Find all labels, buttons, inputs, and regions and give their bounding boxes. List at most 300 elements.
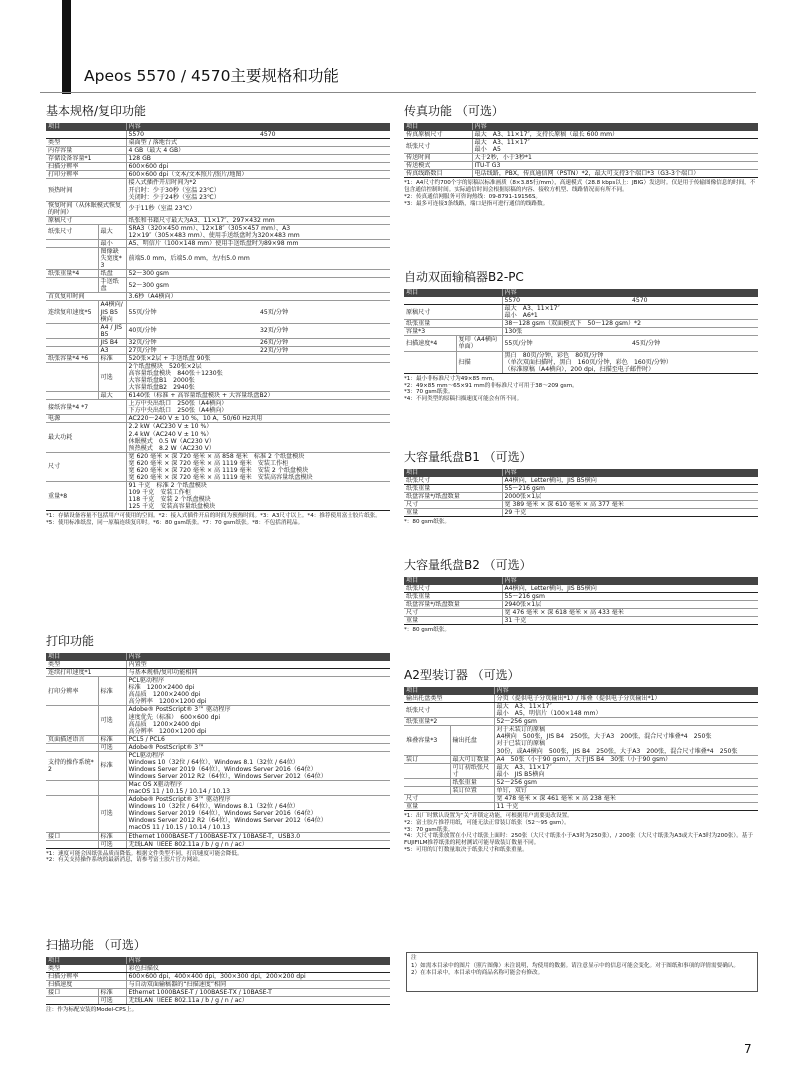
table-row (46, 840, 390, 848)
row-label: 纸张重量 (404, 485, 502, 493)
row-label: 类型 (46, 965, 126, 973)
row-value: 32页/分钟 (126, 338, 258, 346)
row-value: 4 GB（最大 4 GB） (126, 147, 390, 155)
row-sublabel: 扫描 (456, 351, 502, 373)
row-value: 91 千克 标准 2 个纸盘模块 109 千克 安装工作柜 118 千克 安装 2 个纸盘模块 125 千克 安装高容量纸盘模块 (126, 481, 390, 510)
table-row (46, 201, 390, 216)
row-value-alt: 4570 (258, 131, 390, 139)
row-value: 55页/分钟 (126, 301, 258, 323)
row-value: 最大 A3、11×17″ 最小 JIS B5横向 (494, 763, 758, 778)
table-row (46, 216, 390, 224)
table-row (404, 695, 758, 703)
table-row (46, 669, 390, 677)
row-value: 黑白 80页/分钟，彩色 80页/分钟 （单次双面扫描时，黑白 160页/分钟，彩色 160页/分钟） （标准原稿（A4横向），200 dpi，扫描至电子邮件时） (502, 351, 758, 373)
row-label: 纸盘容量*/纸盘数量 (404, 493, 502, 501)
table-row (46, 293, 390, 301)
row-label (46, 392, 98, 400)
row-value: 2000张×1层 (502, 493, 758, 501)
table-row (46, 661, 390, 669)
row-label: 容量*3 (404, 328, 502, 336)
footnote: *1：A4尺寸约700个字的原稿以标准画质（8×3.85行/mm），高速模式（28.8 kbps以上：JBIG）发送时。仅是用于传输图像信息的时间，不包含通信控制时间。实际通信时间会根据原稿的内容、接收方机型、线路情况而有所不同。 *2：传真通信网服务可咨询热线：09-8791-19156S。 *3：最多可连接3条线路，端口是指可进行通信的线路数。 (404, 180, 756, 207)
row-value: 宽 476 毫米 × 深 618 毫米 × 高 433 毫米 (502, 609, 758, 617)
row-label: 重量 (404, 509, 502, 517)
row-label: 接口 (46, 832, 98, 840)
row-value: 55页/分钟 (502, 336, 630, 351)
row-value: 最大 A3、11×17″ 最小 A5，明信片（100×148 mm） (494, 703, 758, 718)
row-label: 纸盘容量*/纸盘数量 (404, 601, 502, 609)
table-row (404, 687, 758, 695)
row-sublabel: 纸盘 (98, 270, 126, 278)
row-value: A5、明信片（100×148 mm）使用手送纸盘时为89×98 mm (126, 239, 390, 247)
section-print (46, 632, 390, 864)
row-label: 打印分辨率 (46, 677, 98, 706)
row-label: 纸张尺寸 (404, 477, 502, 485)
table-row (46, 224, 390, 239)
spec-table (404, 289, 758, 374)
table-row (404, 493, 758, 501)
row-value: 内容 (472, 123, 758, 131)
spec-table (46, 123, 390, 511)
row-value: 52～256 gsm (494, 718, 758, 726)
row-sublabel: 最小 (98, 239, 126, 247)
row-sublabel: JIS B4 (98, 338, 126, 346)
footnote: *1：速度可能会因纸张品质而降低。根据文件类型不同，打印速度可能会降低。 *2：有关支持操作系统的最新消息，请参考富士胶片官方网站。 (46, 850, 243, 864)
row-sublabel: 可选 (98, 362, 126, 391)
row-label: 纸张重量*2 (404, 718, 494, 726)
table-row (46, 270, 390, 278)
row-value: 2个纸盘模块 520张×2层 高容量纸盘模块 840张＋1230张 大容量纸盘B1 2000张 大容量纸盘B2 2940张 (126, 362, 390, 391)
table-row (404, 154, 758, 162)
row-label: 接口 (46, 989, 98, 997)
row-sublabel: 装订位置 (450, 786, 494, 794)
row-sublabel: 复印（A4横向单面） (456, 336, 502, 351)
row-value: PCL驱动程序 Windows 10（32位 / 64位），Windows 8.1（32位 / 64位） Windows Server 2019（64位），Windows Server 2016（64位） Windows Server 2012 R2（64位），Windows Server 2012（64位） (126, 751, 390, 780)
section-heading: 传真功能 （可选） (404, 104, 504, 118)
row-label (46, 248, 98, 270)
row-value: 内容 (126, 957, 390, 965)
table-row (46, 965, 390, 973)
table-row (404, 170, 758, 178)
row-label (404, 351, 456, 373)
row-label: 纸张重量 (404, 320, 502, 328)
table-row (46, 392, 390, 400)
section-heading: 打印功能 (46, 634, 95, 648)
table-row (46, 415, 390, 423)
table-row (46, 248, 390, 270)
row-sublabel: 标准 (98, 677, 126, 706)
footnote: *1：存储设备容量不包括用户可使用的空间。*2：接入式插件开启的时间为预热时间。*3：A3尺寸以上。*4：推荐使用富士胶片纸张。*5：使用标准纸盘，同一原稿连续复印时。*6：80 gsm纸张。*7：70 gsm纸张。*8：不包括消耗品。 (46, 513, 381, 526)
row-value: 6140张（标准 + 高容量纸盘模块 + 大容量纸盘B2） (126, 392, 390, 400)
row-label: 重量*8 (46, 481, 126, 510)
row-label (46, 278, 98, 293)
row-sublabel: 可选 (98, 997, 126, 1005)
notice-box: 注 1）如需本目录中的图片（照片图像）未注说明，均使用的数据。请注意显示中的信息可能会变化。对于图纸和事项的详情需要确认。 2）在本目录中，本目录中的商品名称可能会有修改。 (406, 952, 758, 992)
row-value: A4横向，Letter横向，JIS B5横向 (502, 585, 758, 593)
table-row (46, 735, 390, 743)
table-row (46, 997, 390, 1005)
table-row (46, 677, 390, 706)
row-value: Ethernet 1000BASE-T / 100BASE-TX / 10BASE-T，USB3.0 (126, 832, 390, 840)
row-label: 项目 (404, 577, 502, 585)
spec-table (404, 469, 758, 517)
row-value-alt: 22页/分钟 (258, 346, 390, 354)
row-label (46, 706, 98, 735)
row-sublabel: 标准 (98, 735, 126, 743)
row-value: A4 50张（小于90 gsm），大于JIS B4 30张（小于90 gsm） (494, 755, 758, 763)
table-row (46, 278, 390, 293)
row-value: 55～216 gsm (502, 485, 758, 493)
row-value: 内容 (126, 123, 390, 131)
row-value: 对于未装订的原稿 A4横向 500张，JIS B4 250张，大于A3 200张，混合尺寸堆叠*4 250张 对于已装订的原稿 30份，或A4横向 500张，JIS B4 250张，大于A3 200张，混合尺寸堆叠*4 250张 (494, 726, 758, 755)
table-row (404, 485, 758, 493)
row-value: 无线LAN（IEEE 802.11a / b / g / n / ac） (126, 840, 390, 848)
row-value: 2940张×1层 (502, 601, 758, 609)
section-heading: 基本规格/复印功能 (46, 104, 147, 118)
row-label: 纸张容量*4 *6 (46, 354, 98, 362)
row-label (404, 786, 450, 794)
row-sublabel: 可选 (98, 743, 126, 751)
row-value: 内置型 (126, 661, 390, 669)
table-row (46, 301, 390, 323)
row-value-alt: 45页/分钟 (258, 301, 390, 323)
row-label (46, 840, 98, 848)
row-value: 前端5.0 mm，后端5.0 mm，左/右5.0 mm (126, 248, 390, 270)
table-row (404, 509, 758, 517)
row-value: 内容 (502, 469, 758, 477)
footnote: *：80 gsm纸张。 (404, 627, 450, 634)
row-label: 尺寸 (404, 501, 502, 509)
table-row (404, 305, 758, 320)
row-sublabel: 标准 (98, 989, 126, 997)
table-row (404, 162, 758, 170)
table-row (404, 477, 758, 485)
table-row (46, 139, 390, 147)
row-label: 纸张尺寸 (404, 703, 494, 718)
table-row (404, 131, 758, 139)
table-row (404, 778, 758, 786)
row-value: PCL5 / PCL6 (126, 735, 390, 743)
row-value: 最大 A3、11×17″ 最小 A6*1 (502, 305, 758, 320)
row-value: 内容 (502, 577, 758, 585)
section-heading: 扫描功能 （可选） (46, 938, 146, 952)
table-row (46, 354, 390, 362)
table-row (404, 501, 758, 509)
row-value: 5570 (126, 131, 258, 139)
row-value: 38～128 gsm（双面模式下 50～128 gsm）*2 (502, 320, 758, 328)
table-row (404, 139, 758, 154)
page-number: 7 (744, 1042, 752, 1056)
table-row (404, 320, 758, 328)
row-label: 纸张尺寸 (404, 585, 502, 593)
table-row (404, 726, 758, 755)
row-label: 类型 (46, 139, 126, 147)
row-label (46, 997, 98, 1005)
row-value-alt: 45页/分钟 (630, 336, 758, 351)
row-label: 项目 (46, 653, 126, 661)
section-heading: 大容量纸盘B2 （可选） (404, 558, 532, 572)
table-row (46, 981, 390, 989)
row-label (46, 796, 98, 832)
row-value: 600×600 dpi（文本/文本照片/照片/地图） (126, 171, 390, 179)
table-row (46, 323, 390, 338)
row-label: 原稿尺寸 (404, 305, 502, 320)
row-label: 支持的操作系统*2 (46, 751, 98, 780)
row-label: 项目 (46, 957, 126, 965)
row-value: 600×600 dpi (126, 163, 390, 171)
table-row (46, 706, 390, 735)
row-label: 尺寸 (46, 452, 126, 481)
row-sublabel: 可选 (98, 840, 126, 848)
row-label: 输出托盘类型 (404, 695, 494, 703)
row-sublabel: 纸张重量 (450, 778, 494, 786)
row-value: 桌面型 / 落地台式 (126, 139, 390, 147)
row-value-alt: 4570 (630, 297, 758, 305)
table-row (404, 336, 758, 351)
row-value: 52～256 gsm (494, 778, 758, 786)
row-value: A4横向，Letter横向，JIS B5横向 (502, 477, 758, 485)
row-label: 类型 (46, 661, 126, 669)
row-sublabel: 标准 (98, 832, 126, 840)
row-label: 堆叠容量*3 (404, 726, 450, 755)
row-value: 3.6秒（A4横向） (126, 293, 390, 301)
row-value: 52～300 gsm (126, 278, 390, 293)
row-label: 预热时间 (46, 179, 126, 201)
row-label: 纸张尺寸 (46, 224, 98, 239)
row-value: Mac OS X驱动程序 macOS 11 / 10.15 / 10.14 / 10.13 (126, 781, 390, 796)
table-row (46, 957, 390, 965)
footnote: 注：作为标配安装的Model-CPS上。 (46, 1007, 138, 1014)
spec-table (404, 687, 758, 811)
row-sublabel: 输出托盘 (450, 726, 494, 755)
table-row (46, 781, 390, 796)
row-label (46, 131, 126, 139)
row-label: 传真原稿尺寸 (404, 131, 472, 139)
row-value-alt: 32页/分钟 (258, 323, 390, 338)
row-label: 尺寸 (404, 609, 502, 617)
row-label: 恢复时间（从休眠模式恢复的时间） (46, 201, 126, 216)
section-hcf-b2 (404, 556, 758, 634)
section-heading: 大容量纸盘B1 （可选） (404, 450, 532, 464)
row-sublabel (98, 781, 126, 796)
row-value: 无线LAN（IEEE 802.11a / b / g / n / ac） (126, 997, 390, 1005)
row-label: 接纸容量*4 *7 (46, 400, 126, 415)
row-label: 电源 (46, 415, 126, 423)
table-row (46, 423, 390, 452)
row-label: 最大功耗 (46, 423, 126, 452)
table-row (46, 832, 390, 840)
row-value: 宽 389 毫米 × 深 610 毫米 × 高 377 毫米 (502, 501, 758, 509)
row-label (46, 346, 98, 354)
section-finisher (404, 666, 758, 854)
title-rule (40, 92, 756, 93)
row-value: 52～300 gsm (126, 270, 390, 278)
row-label: 原稿尺寸 (46, 216, 126, 224)
row-sublabel: 最大可订数量 (450, 755, 494, 763)
row-label: 项目 (46, 123, 126, 131)
row-value: 内容 (494, 687, 758, 695)
table-row (404, 123, 758, 131)
row-label: 内存容量 (46, 147, 126, 155)
row-value: 11 千克 (494, 802, 758, 810)
row-value: 55～216 gsm (502, 593, 758, 601)
row-value: 最大 A3、11×17″，支持长原稿（最长 600 mm） (472, 131, 758, 139)
row-value: 128 GB (126, 155, 390, 163)
row-value: 单钉，双钉 (494, 786, 758, 794)
table-row (404, 469, 758, 477)
spec-table (46, 653, 390, 849)
row-sublabel: 图像缺失宽度*3 (98, 248, 126, 270)
row-sublabel: 手送纸盘 (98, 278, 126, 293)
table-row (404, 703, 758, 718)
row-label (46, 338, 98, 346)
row-sublabel: 可选 (98, 796, 126, 832)
row-label: 重量 (404, 617, 502, 625)
row-value: PCL驱动程序 标准 1200×2400 dpi 高品质 1200×2400 dpi 高分辨率 1200×1200 dpi (126, 677, 390, 706)
footnote: *1：出厂时默认设置为“关”并锁定功能，可根据用户需要更改设置。 *2：富士胶片推荐用纸，可能无法正常装订纸张（52～95 gsm）。 *3：70 gsm纸张。 *4：大尺寸纸张放置在小尺寸纸张上面时：250张（大尺寸纸张小于A3时为250张），/ 200张（大尺寸纸张为A3或大于A3时为200张）。基于FUJIFILM推荐纸张的耗材测试可能导致装订数量不同。 *5：可用的订钉数量取决于纸张尺寸和纸张重量。 (404, 813, 753, 854)
table-row (404, 351, 758, 373)
row-value: 5570 (502, 297, 630, 305)
table-row (46, 155, 390, 163)
table-row (404, 601, 758, 609)
table-row (404, 755, 758, 763)
table-row (404, 289, 758, 297)
row-label: 扫描速度*4 (404, 336, 456, 351)
table-row (46, 239, 390, 247)
section-scan (46, 936, 390, 1014)
row-label: 扫描分辨率 (46, 163, 126, 171)
row-label: 项目 (404, 687, 494, 695)
row-value: 分页（提供电子分页输出*1）/ 堆叠（提供电子分页输出*1） (494, 695, 758, 703)
row-value: 内容 (502, 289, 758, 297)
page-title: Apeos 5570 / 4570主要规格和功能 (84, 67, 339, 85)
row-sublabel: 可订初纸张尺寸 (450, 763, 494, 778)
row-value: SRA3（320×450 mm）、12×18″（305×457 mm）、A3 12×19″（305×483 mm）、使用手送纸盘时为320×483 mm (126, 224, 390, 239)
row-label: 项目 (404, 289, 502, 297)
row-label: 扫描速度 (46, 981, 126, 989)
table-row (46, 481, 390, 510)
table-row (46, 400, 390, 415)
row-sublabel: 标准 (98, 354, 126, 362)
row-sublabel: 最大 (98, 392, 126, 400)
row-label (46, 743, 98, 751)
row-value: 大于2秒，小于3秒*1 (472, 154, 758, 162)
row-sublabel: 最大 (98, 224, 126, 239)
footnote: *：80 gsm纸张。 (404, 519, 450, 526)
table-row (404, 718, 758, 726)
row-value: Adobe® PostScript® 3™ (126, 743, 390, 751)
section-heading: 自动双面输稿器B2-PC (404, 270, 524, 284)
row-value: 与基本规格/复印功能相同 (126, 669, 390, 677)
row-value: Adobe® PostScript® 3™ 驱动程序 Windows 10（32位 / 64位），Windows 8.1（32位 / 64位） Windows Server 2019（64位），Windows Server 2016（64位） Windows Server 2012 R2（64位），Windows Server 2012（64位） macOS 11 / 10.15 / 10.14 / 10.13 (126, 796, 390, 832)
row-value: 纸张和书籍尺寸最大为A3、11×17″、297×432 mm (126, 216, 390, 224)
section-fax (404, 102, 758, 208)
row-value: 29 千克 (502, 509, 758, 517)
section-basic-specs (46, 102, 390, 527)
row-label: 连续打印速度*1 (46, 669, 126, 677)
spec-table (46, 957, 390, 1005)
footnote: *1：最小非标准尺寸为49×85 mm。 *2：49×85 mm～65×91 mm的非标准尺寸可用于38～209 gsm。 *3：70 gsm纸张。 *4：不同类型的原稿扫描速度可能会有所不同。 (404, 375, 578, 403)
row-label: 纸张重量*4 (46, 270, 98, 278)
row-label: 首页复印时间 (46, 293, 126, 301)
row-value: 少于11秒（室温 23℃） (126, 201, 390, 216)
table-row (46, 179, 390, 201)
row-value: 上方中央出纸口 250张（A4横向） 下方中央出纸口 250张（A4横向） (126, 400, 390, 415)
section-hcf-b1 (404, 448, 758, 526)
row-value: 宽 478 毫米 × 深 461 毫米 × 高 238 毫米 (494, 794, 758, 802)
row-value: 与自动双面输稿器的“扫描速度”相同 (126, 981, 390, 989)
row-label: 连续复印速度*5 (46, 301, 98, 323)
row-label (404, 297, 502, 305)
row-value: 彩色扫描仪 (126, 965, 390, 973)
table-row (46, 973, 390, 981)
table-row (46, 346, 390, 354)
row-value: 600×600 dpi，400×400 dpi，300×300 dpi，200×200 dpi (126, 973, 390, 981)
row-label: 存储设备容量*1 (46, 155, 126, 163)
row-value: 电话线路，PBX，传真通信网（PSTN）*2，最大可支持3个端口*3（G3-3个端口） (472, 170, 758, 178)
row-value: 宽 620 毫米 × 深 720 毫米 × 高 858 毫米 标准 2 个纸盘模块 宽 620 毫米 × 深 720 毫米 × 高 1119 毫米 安装工作柜 宽 620 毫米 × 深 720 毫米 × 高 1119 毫米 安装 2 个纸盘模块 宽 620 毫米 × 深 720 毫米 × 高 1119 毫米 安装高容量纸盘模块 (126, 452, 390, 481)
table-row (46, 147, 390, 155)
row-value: Adobe® PostScript® 3™ 驱动程序 速度优先（标准） 600×600 dpi 高品质 1200×2400 dpi 高分辨率 1200×1200 dpi (126, 706, 390, 735)
row-label: 打印分辨率 (46, 171, 126, 179)
row-label: 页面描述语言 (46, 735, 98, 743)
row-sublabel: A4 / JIS B5 (98, 323, 126, 338)
row-label: 项目 (404, 469, 502, 477)
table-row (46, 338, 390, 346)
table-row (46, 123, 390, 131)
row-value: 最大 A3、11×17″ 最小 A5 (472, 139, 758, 154)
table-row (46, 796, 390, 832)
row-sublabel: 可选 (98, 706, 126, 735)
row-label: 扫描分辨率 (46, 973, 126, 981)
row-value: 接入式插件开启时间为*2 开启时：少于30秒（室温 23℃） 关闭时：少于24秒（室温 23℃） (126, 179, 390, 201)
row-label (404, 778, 450, 786)
table-row (404, 593, 758, 601)
row-label (404, 763, 450, 778)
row-label (46, 781, 98, 796)
row-label: 传送时间 (404, 154, 472, 162)
table-row (404, 577, 758, 585)
table-row (404, 297, 758, 305)
row-value: Ethernet 1000BASE-T / 100BASE-TX / 10BASE-T (126, 989, 390, 997)
table-row (46, 751, 390, 780)
row-value: 内容 (126, 653, 390, 661)
table-row (404, 609, 758, 617)
row-value: 40页/分钟 (126, 323, 258, 338)
table-row (404, 763, 758, 778)
spec-table (404, 123, 758, 178)
row-label: 重量 (404, 802, 494, 810)
table-row (46, 452, 390, 481)
section-adf (404, 268, 758, 403)
table-row (46, 653, 390, 661)
row-value: 2.2 kW（AC230 V ± 10 %） 2.4 kW（AC240 V ± 10 %） 休眠模式 0.5 W（AC230 V） 预热模式 8.2 W（AC230 V） (126, 423, 390, 452)
spec-table (404, 577, 758, 625)
table-row (46, 362, 390, 391)
row-label (46, 239, 98, 247)
row-label: 项目 (404, 123, 472, 131)
table-row (46, 989, 390, 997)
row-label: 装订 (404, 755, 450, 763)
row-value: 31 千克 (502, 617, 758, 625)
row-value: AC220～240 V ± 10 %，10 A，50/60 Hz共用 (126, 415, 390, 423)
table-row (46, 171, 390, 179)
row-value: 27页/分钟 (126, 346, 258, 354)
row-sublabel: A4横向/JIS B5横向 (98, 301, 126, 323)
table-row (404, 328, 758, 336)
row-value: 130张 (502, 328, 758, 336)
section-heading: A2型装订器 （可选） (404, 668, 520, 682)
row-label: 尺寸 (404, 794, 494, 802)
